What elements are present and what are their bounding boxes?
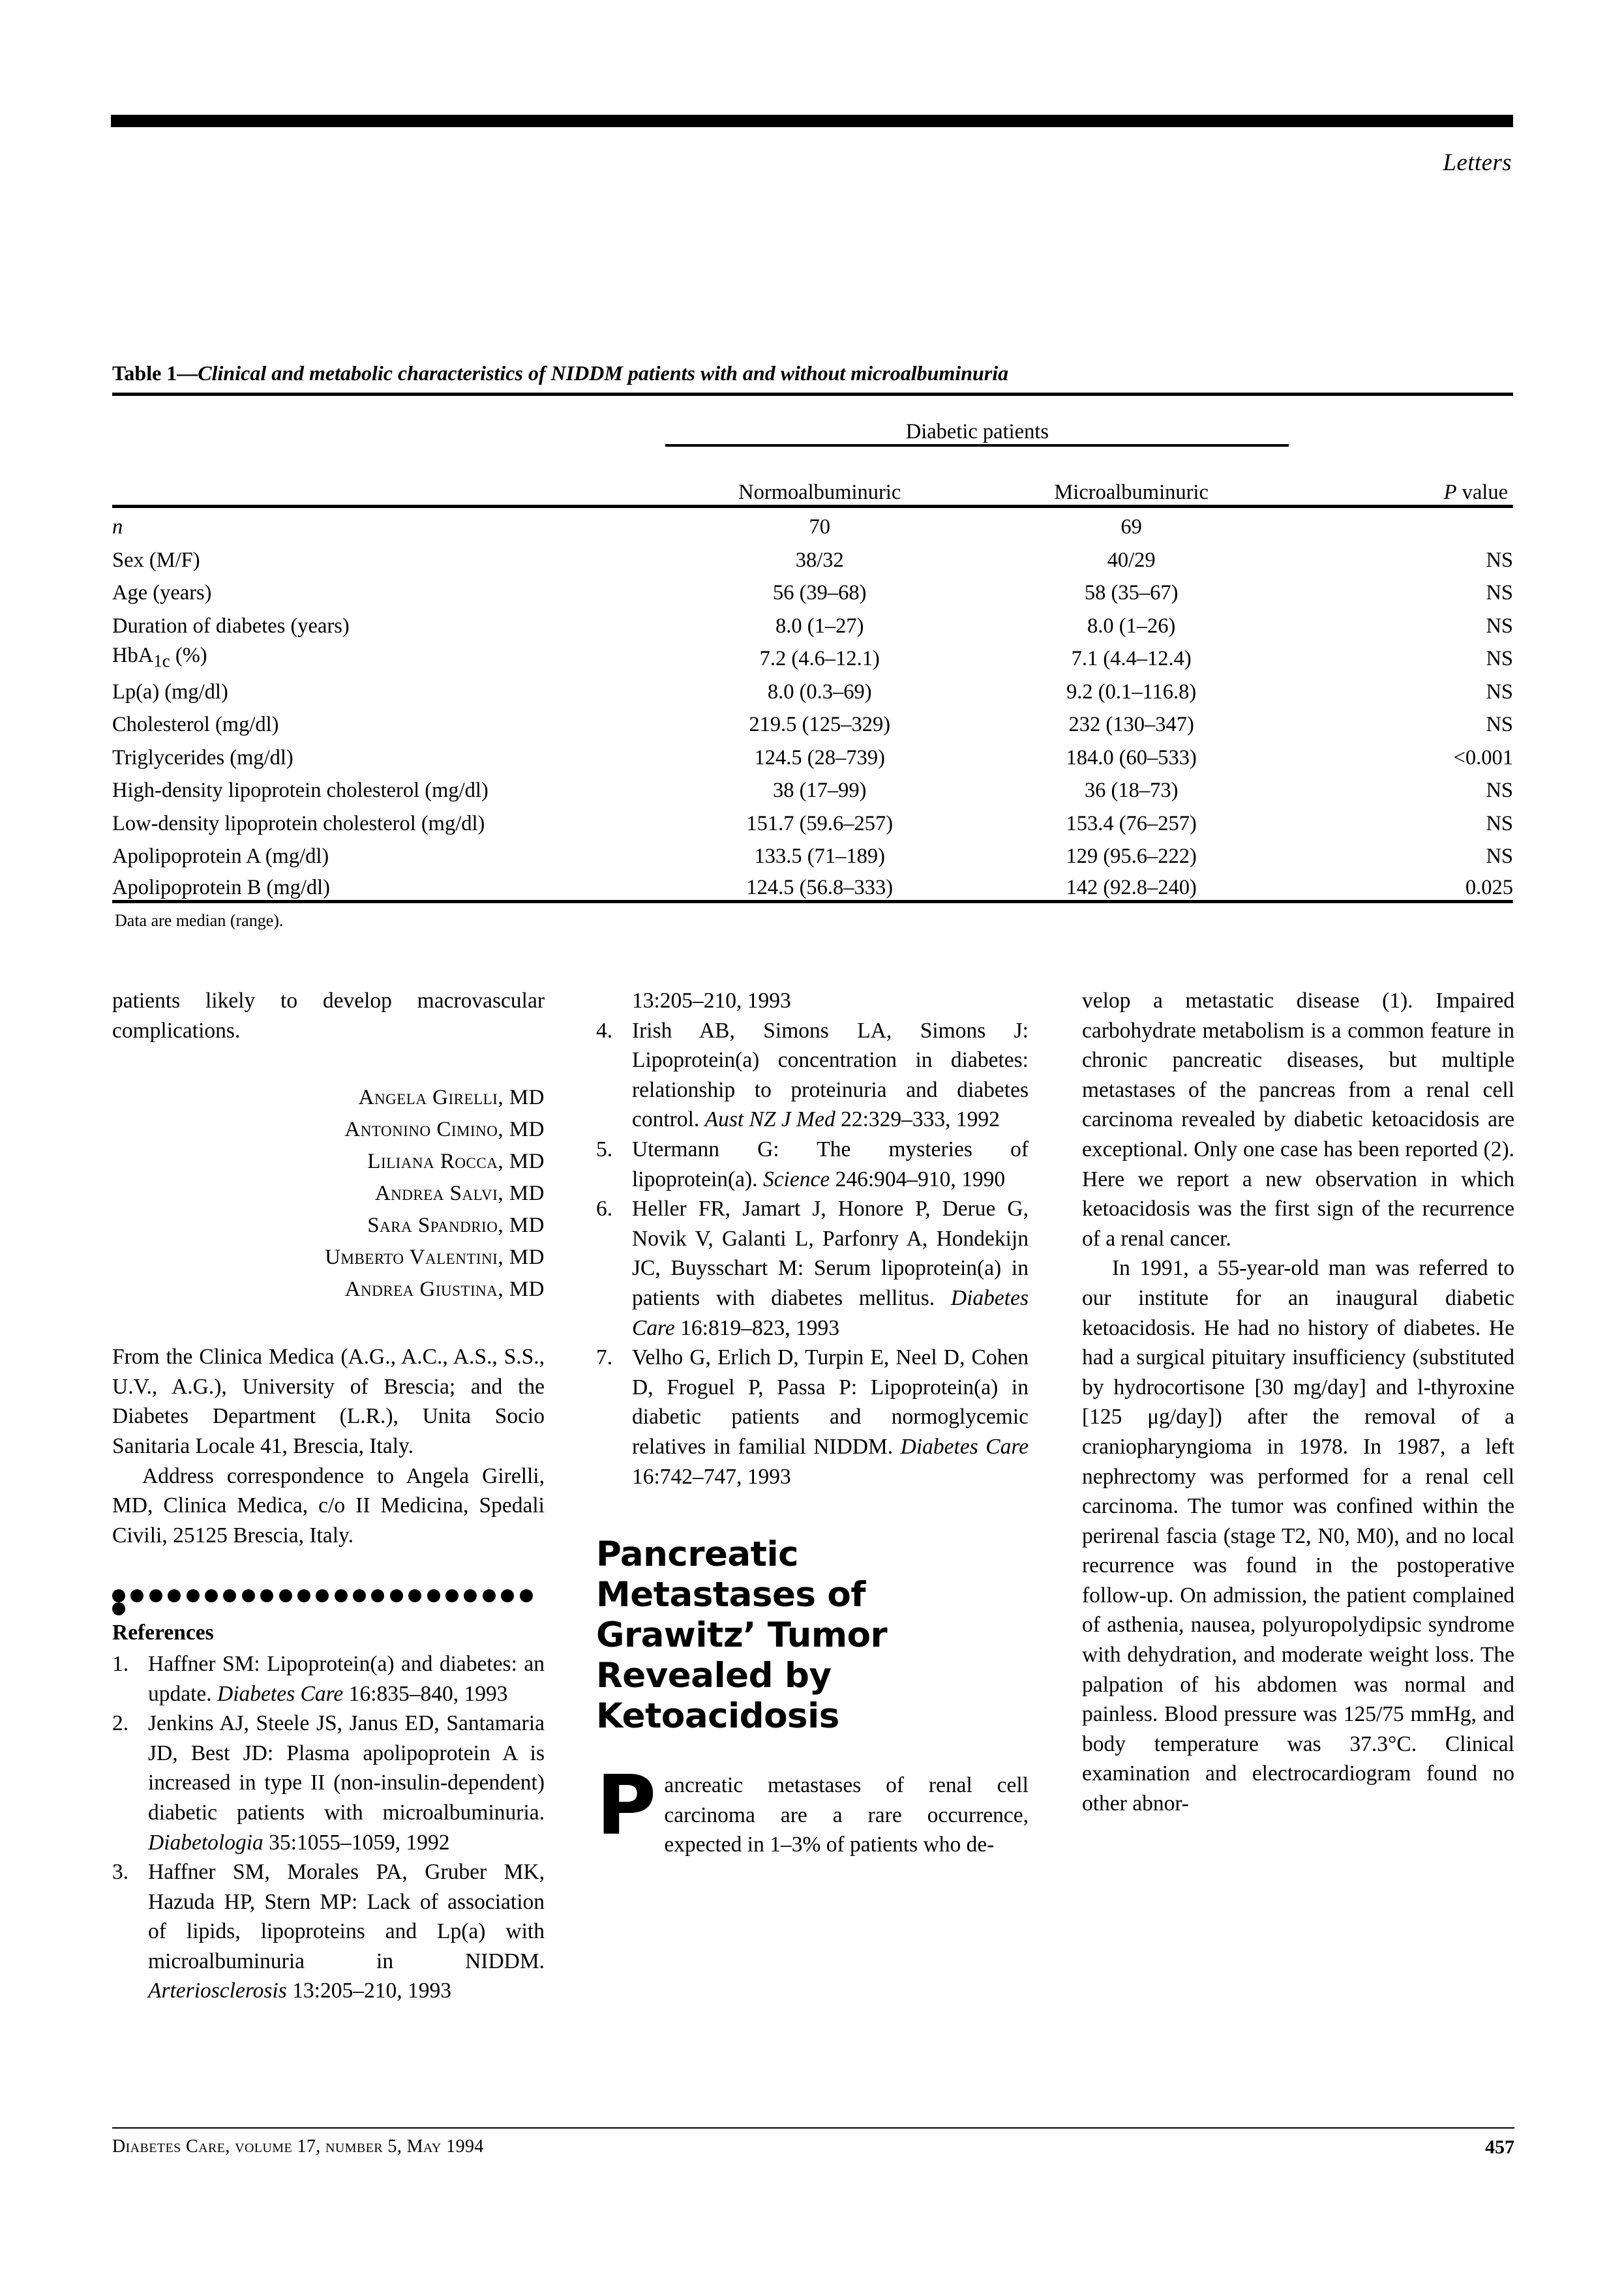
cell-p: NS: [1486, 680, 1513, 704]
group-header-diabetic-patients: Diabetic patients: [665, 395, 1289, 445]
body-paragraph-2: In 1991, a 55-year-old man was referred to our institute for an inaugural diabetic ketoacidosis. He had no history of diabetes. He had a surgical pituitary insufficiency (substituted by hydrocortisone [30 mg/day] and l-thyroxine [125 μg/day]) after the removal of a craniopharyngioma in 1978. In 1987, a left nephrectomy was performed for a renal cell carcinoma. The tumor was confined within the perirenal fascia (stage T2, N0, M0), and no local recurrence was found in the postoperative follow-up. On admission, the patient complained of asthenia, nausea, polyuropolydipsic syndrome with dehydration, and moderate weight loss. The palpation of his abdomen was normal and painless. Blood pressure was 125/75 mmHg, and body temperature was 37.3°C. Clinical examination and electrocardiogram found no other abnor-: [1082, 1256, 1514, 1816]
cell-label: High-density lipoprotein cholesterol (mg/dl): [112, 779, 489, 802]
reference-item: [596, 986, 1029, 1016]
reference-number: 3.: [112, 1860, 129, 1885]
author-name: Angela Girelli, MD: [358, 1086, 545, 1110]
cell-label: HbA$_{1c}$ (%): [112, 643, 207, 670]
cell-micro: 8.0 (1–26): [1087, 614, 1176, 638]
col-header-blank: [112, 452, 665, 507]
divider-dot: [149, 1589, 162, 1602]
reference-text: 13:205–210, 1993: [632, 989, 791, 1013]
reference-text: Utermann G: The mysteries of lipoprotein(a). Science 246:904–910, 1990: [632, 1137, 1029, 1191]
cell-micro: 7.1 (4.4–12.4): [1071, 647, 1192, 670]
span-rule-diabetic: [665, 445, 1289, 452]
footer-journal-info: Diabetes Care, volume 17, number 5, May 1994: [112, 2136, 484, 2157]
references-heading: References: [112, 1621, 214, 1645]
reference-number: 5.: [596, 1137, 613, 1161]
article-title: [596, 1534, 1029, 1737]
table-row: [112, 507, 1513, 540]
table-row: [112, 605, 1513, 638]
cell-normo: 124.5 (56.8–333): [746, 876, 894, 899]
table-caption-title: Clinical and metabolic characteristics of NIDDM patients with and without microalbuminuria: [198, 361, 1009, 385]
cell-micro: 232 (130–347): [1068, 713, 1194, 736]
table-row: [112, 737, 1513, 770]
table-head-group: [112, 395, 1513, 507]
reference-number: 4.: [596, 1018, 613, 1043]
divider-dot: [390, 1589, 403, 1602]
column-1: [112, 986, 545, 2006]
group-header-blank-2: [1289, 395, 1513, 445]
reference-text: Heller FR, Jamart J, Honore P, Derue G, Novik V, Galanti L, Parfonry A, Hondekijn JC, Buysschart M: Serum lipoprotein(a) in patients with diabetes mellitus. Diabetes Care 16:819–823, 1993: [632, 1197, 1029, 1340]
cell-micro: 9.2 (0.1–116.8): [1066, 680, 1197, 704]
author-name: Umberto Valentini, MD: [325, 1246, 545, 1270]
article-title-line: Pancreatic: [596, 1534, 799, 1575]
span-rule-blank-2: [1289, 445, 1513, 452]
cell-micro: 69: [974, 507, 1289, 540]
cell-normo: 56 (39–68): [772, 581, 867, 605]
table-row: [112, 803, 1513, 836]
article-title-line: Grawitz’ Tumor: [596, 1615, 888, 1656]
cell-label: Duration of diabetes (years): [112, 614, 350, 638]
cell-normo: 38 (17–99): [772, 779, 867, 802]
reference-number: 1.: [112, 1651, 129, 1676]
top-rule-bar: [111, 115, 1513, 127]
affiliation-text: From the Clinica Medica (A.G., A.C., A.S., S.S., U.V., A.G.), University of Brescia; and the Diabetes Department (L.R.), Unita Socio Sanitaria Locale 41, Brescia, Italy.: [112, 1345, 545, 1458]
table-row: [112, 671, 1513, 704]
table-row: [112, 539, 1513, 573]
cell-p: NS: [1486, 811, 1513, 835]
divider-dot: [483, 1589, 496, 1602]
divider-dot: [335, 1589, 348, 1602]
table-footnote: Data are median (range).: [115, 911, 284, 930]
table-caption: [112, 360, 1513, 393]
cell-micro: 129 (95.6–222): [1066, 845, 1197, 868]
reference-list-column-1: [112, 1649, 545, 2006]
table-1-container: [112, 360, 1513, 931]
divider-dot: [112, 1589, 125, 1602]
page-footer: [112, 2127, 1514, 2159]
reference-list-column-2: [596, 986, 1029, 1491]
lead-text: ancreatic metastases of renal cell carcinoma are a rare occurrence, expected in 1–3% of patients who de-: [664, 1773, 1029, 1857]
cell-label: Apolipoprotein B (mg/dl): [112, 876, 330, 899]
reference-text: Haffner SM: Lipoprotein(a) and diabetes: an update. Diabetes Care 16:835–840, 1993: [148, 1651, 545, 1706]
table-body: [112, 507, 1513, 904]
running-head: Letters: [1443, 149, 1512, 176]
article-title-line: Revealed by: [596, 1656, 832, 1696]
author-name: Liliana Rocca, MD: [367, 1150, 545, 1174]
cell-normo: 7.2 (4.6–12.1): [759, 647, 880, 670]
divider-dot: [130, 1589, 143, 1602]
col-header-normoalbuminuric: Normoalbuminuric: [738, 481, 901, 504]
continued-paragraph: patients likely to develop macrovascular complications.: [112, 989, 545, 1043]
lead-paragraph: [596, 1758, 1029, 1860]
table-1: [112, 393, 1513, 903]
divider-dot: [223, 1589, 236, 1602]
divider-dot: [168, 1589, 181, 1602]
column-3: [1082, 986, 1514, 1819]
divider-dot: [316, 1589, 329, 1602]
reference-item: [596, 1016, 1029, 1135]
author-name: Sara Spandrio, MD: [367, 1214, 545, 1238]
author-byline: [112, 1082, 545, 1306]
cell-p: NS: [1486, 614, 1513, 638]
reference-number: 2.: [112, 1711, 129, 1736]
cell-label: Apolipoprotein A (mg/dl): [112, 845, 329, 868]
table-row: [112, 704, 1513, 738]
reference-item: [112, 1649, 545, 1709]
table-caption-label: Table 1—: [112, 361, 198, 385]
cell-p: [1289, 507, 1513, 540]
cell-p: 0.025: [1465, 876, 1513, 899]
table-column-header-row: [112, 452, 1513, 507]
span-rule-blank: [112, 445, 665, 452]
reference-text: Jenkins AJ, Steele JS, Janus ED, Santamaria JD, Best JD: Plasma apolipoprotein A is increased in type II (non-insulin-dependent) diabetic patients with microalbuminuria. Diabetologia 35:1055–1059, 1992: [148, 1711, 545, 1855]
table-row: [112, 770, 1513, 803]
divider-dot: [187, 1589, 200, 1602]
cell-label: n: [112, 507, 665, 540]
drop-cap: P: [596, 1758, 657, 1854]
reference-number: 6.: [596, 1197, 613, 1221]
reference-item: [596, 1135, 1029, 1194]
reference-number: 7.: [596, 1345, 613, 1370]
cell-normo: 70: [665, 507, 974, 540]
author-name: Antonino Cimino, MD: [344, 1118, 545, 1142]
cell-normo: 38/32: [795, 548, 844, 572]
col-header-p-value: P value: [1443, 481, 1508, 504]
article-title-line: Metastases of: [596, 1575, 865, 1615]
reference-text: Haffner SM, Morales PA, Gruber MK, Hazuda HP, Stern MP: Lack of association of lipids, lipoproteins and Lp(a) with microalbuminuria in NIDDM. Arteriosclerosis 13:205–210, 1993: [148, 1860, 545, 2003]
dotted-divider: [112, 1589, 545, 1606]
reference-text: Irish AB, Simons LA, Simons J: Lipoprotein(a) concentration in diabetes: relationship to proteinuria and diabetes control. Aust NZ J Med 22:329–333, 1992: [632, 1018, 1029, 1132]
column-2: [596, 986, 1029, 1860]
group-header-blank: [112, 395, 665, 445]
cell-normo: 124.5 (28–739): [754, 745, 885, 770]
table-row: [112, 869, 1513, 902]
cell-p: NS: [1486, 647, 1513, 670]
table-group-header-row: [112, 395, 1513, 445]
table-row: [112, 836, 1513, 869]
divider-dot: [371, 1589, 384, 1602]
table-row: [112, 638, 1513, 672]
cell-label: Sex (M/F): [112, 548, 200, 572]
reference-item: [112, 1857, 545, 2006]
cell-label: Age (years): [112, 581, 212, 605]
cell-normo: 151.7 (59.6–257): [746, 811, 894, 835]
correspondence-text: Address correspondence to Angela Girelli, MD, Clinica Medica, c/o II Medicina, Spedali Civili, 25125 Brescia, Italy.: [112, 1463, 545, 1548]
cell-label: Lp(a) (mg/dl): [112, 680, 228, 704]
body-columns: [112, 986, 1514, 2056]
body-paragraph-1: velop a metastatic disease (1). Impaired carbohydrate metabolism is a common feature in chronic pancreatic diseases, but multiple metastases of the pancreas from a renal cell carcinoma revealed by diabetic ketoacidosis are exceptional. Only one case has been reported (2). Here we report a new observation in which ketoacidosis was the first sign of the recurrence of a renal cancer.: [1082, 989, 1514, 1251]
affiliation-block: [112, 1342, 545, 1550]
cell-p: NS: [1486, 779, 1513, 802]
divider-dot: [464, 1589, 477, 1602]
divider-dot: [242, 1589, 255, 1602]
divider-dot: [279, 1589, 292, 1602]
cell-micro: 153.4 (76–257): [1066, 811, 1197, 835]
article-title-line: Ketoacidosis: [596, 1696, 839, 1737]
divider-dot: [353, 1589, 366, 1602]
cell-p: NS: [1486, 845, 1513, 868]
reference-item: [596, 1194, 1029, 1343]
cell-p: NS: [1486, 548, 1513, 572]
reference-item: [596, 1343, 1029, 1491]
divider-dot: [260, 1589, 273, 1602]
cell-label: Triglycerides (mg/dl): [112, 745, 293, 770]
divider-dot: [297, 1589, 310, 1602]
reference-text: Velho G, Erlich D, Turpin E, Neel D, Cohen D, Froguel P, Passa P: Lipoprotein(a) in diabetic patients and normoglycemic relatives in familial NIDDM. Diabetes Care 16:742–747, 1993: [632, 1345, 1029, 1489]
cell-micro: 58 (35–67): [1084, 581, 1179, 605]
divider-dot: [112, 1602, 125, 1615]
cell-normo: 8.0 (1–27): [775, 614, 864, 638]
footer-page-number: 457: [1485, 2136, 1514, 2158]
cell-micro: 36 (18–73): [1084, 779, 1179, 802]
divider-dot: [501, 1589, 514, 1602]
cell-normo: 8.0 (0.3–69): [767, 680, 872, 704]
cell-micro: 40/29: [1107, 548, 1156, 572]
divider-dot: [205, 1589, 218, 1602]
cell-p: NS: [1486, 713, 1513, 736]
author-name: Andrea Giustina, MD: [344, 1278, 545, 1302]
cell-normo: 219.5 (125–329): [749, 713, 891, 736]
table-span-rule-row: [112, 445, 1513, 452]
cell-normo: 133.5 (71–189): [754, 845, 885, 868]
cell-label: Cholesterol (mg/dl): [112, 713, 279, 736]
author-name: Andrea Salvi, MD: [374, 1182, 545, 1206]
divider-dot: [445, 1589, 459, 1602]
table-row: [112, 573, 1513, 606]
cell-micro: 184.0 (60–533): [1066, 745, 1197, 770]
divider-dot: [520, 1589, 533, 1602]
cell-p: <0.001: [1453, 745, 1513, 770]
divider-dot: [408, 1589, 421, 1602]
col-header-microalbuminuric: Microalbuminuric: [1054, 481, 1209, 504]
reference-item: [112, 1709, 545, 1857]
cell-micro: 142 (92.8–240): [1066, 876, 1197, 899]
divider-dot: [427, 1589, 440, 1602]
cell-label: Low-density lipoprotein cholesterol (mg/dl): [112, 811, 485, 835]
cell-p: NS: [1486, 581, 1513, 605]
